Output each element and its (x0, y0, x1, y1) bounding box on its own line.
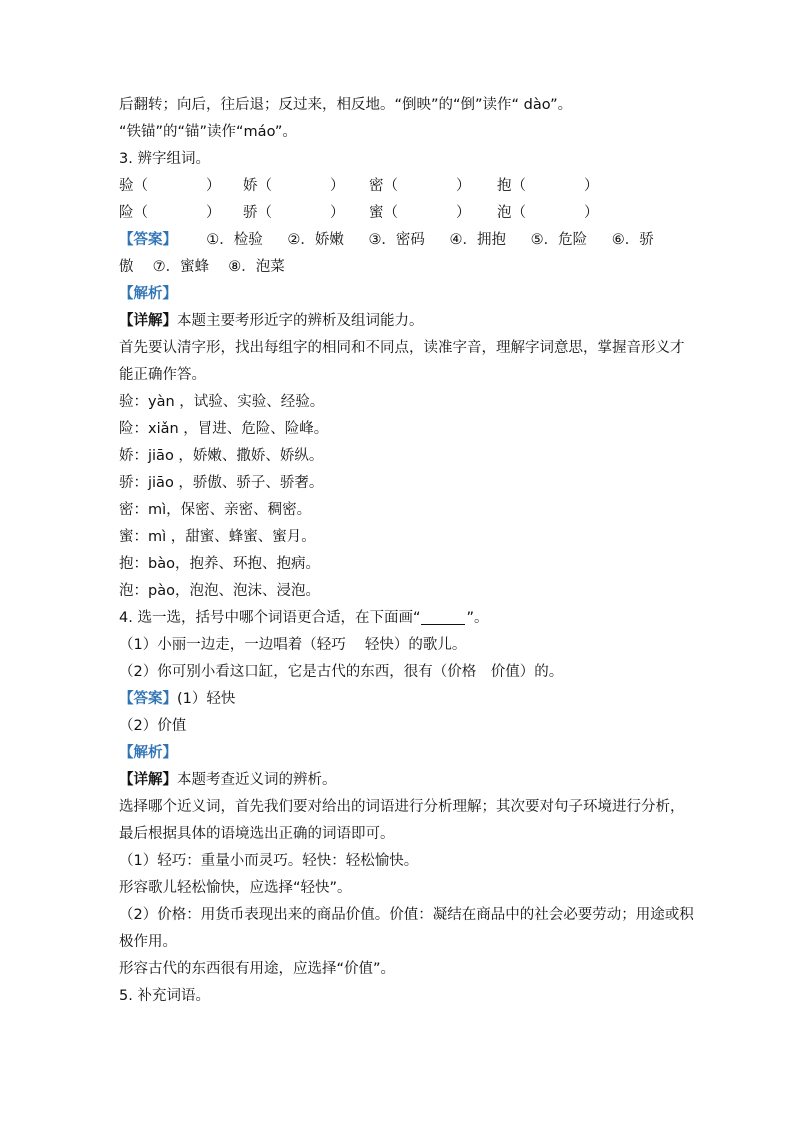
detail-tag: 【详解】 (119, 772, 177, 788)
analysis-heading (119, 281, 679, 308)
word-row-1 (119, 173, 679, 200)
text-line: （2）价格：用货币表现出来的商品价值。价值：凝结在商品中的社会必要劳动；用途或积 (119, 907, 694, 923)
text-line: 形容古代的东西很有用途，应选择“价值”。 (119, 961, 396, 977)
text-line: 首先要认清字形，找出每组字的相同和不同点，读准字音，理解字词意思，掌握音形义才 (119, 340, 685, 356)
answer-continuation: 傲 ⑦．蜜蜂 ⑧．泡菜 (119, 259, 285, 275)
text-line: “铁锚”的“锚”读作“máo”。 (119, 124, 297, 140)
word-cell: 密（ ） (369, 178, 471, 194)
word-cell: 骄（ ） (243, 205, 345, 221)
pinyin-item: 密：mì，保密、亲密、稠密。 (119, 502, 312, 518)
word-cell: 蜜（ ） (369, 205, 471, 221)
detail-line (119, 767, 679, 794)
document-body (119, 92, 694, 1010)
answer-item: ⑥．骄 (611, 232, 654, 248)
text-line: 选择哪个近义词，首先我们要对给出的词语进行分析理解；其次要对句子环境进行分析， (119, 799, 685, 815)
word-cell: 验（ ） (119, 178, 221, 194)
answer-line (119, 227, 679, 254)
text-line: 形容歌儿轻松愉快，应选择“轻快”。 (119, 880, 352, 896)
pinyin-item: 骄：jiāo ，骄傲、骄子、骄奢。 (119, 475, 324, 491)
detail-text: 本题考查近义词的辨析。 (177, 772, 337, 788)
question-3-title: 3. 辨字组词。 (119, 151, 210, 167)
pinyin-item: 泡：pào，泡泡、泡沫、浸泡。 (119, 583, 320, 599)
text-line: 极作用。 (119, 934, 177, 950)
answer-tag: 【答案】 (119, 691, 177, 707)
sentence-1: （1）小丽一边走，一边唱着（轻巧 轻快）的歌儿。 (119, 637, 467, 653)
word-cell: 娇（ ） (243, 178, 345, 194)
question-text: ”。 (466, 610, 489, 626)
analysis-tag: 【解析】 (119, 745, 177, 761)
answer-item: ⑤．危险 (530, 232, 588, 248)
word-cell: 险（ ） (119, 205, 221, 221)
pinyin-item: 娇：jiāo ，娇嫩、撒娇、娇纵。 (119, 448, 324, 464)
answer-tag: 【答案】 (119, 232, 177, 248)
detail-line (119, 308, 679, 335)
answer-item: ②．娇嫩 (287, 232, 344, 248)
answer-item: ④．拥抱 (449, 232, 507, 248)
question-4-title (119, 605, 679, 632)
sentence-2: （2）你可别小看这口缸，它是古代的东西，很有（价格 价值）的。 (119, 664, 564, 680)
text-line: 最后根据具体的语境选出正确的词语即可。 (119, 826, 395, 842)
detail-text: 本题主要考形近字的辨析及组词能力。 (177, 313, 424, 329)
answer-item: ③．密码 (368, 232, 425, 248)
detail-tag: 【详解】 (119, 313, 177, 329)
word-cell: 抱（ ） (497, 178, 599, 194)
underline-blank (421, 609, 465, 625)
question-5-title: 5. 补充词语。 (119, 988, 210, 1004)
text-line: 后翻转；向后，往后退；反过来，相反地。“倒映”的“倒”读作“ dào”。 (119, 97, 573, 113)
pinyin-item: 险：xiǎn ，冒进、危险、险峰。 (119, 421, 329, 437)
pinyin-item: 验：yàn ，试验、实验、经验。 (119, 394, 325, 410)
answer-item: （2）价值 (119, 718, 187, 734)
text-line: （1）轻巧：重量小而灵巧。轻快：轻松愉快。 (119, 853, 419, 869)
answer-item: (1）轻快 (177, 691, 236, 707)
question-text: 4. 选一选，括号中哪个词语更合适，在下面画“ (119, 610, 421, 626)
word-cell: 泡（ ） (497, 205, 599, 221)
answer-item: ①．检验 (206, 232, 263, 248)
pinyin-item: 蜜：mì ，甜蜜、蜂蜜、蜜月。 (119, 529, 316, 545)
analysis-heading (119, 740, 679, 767)
answer-line (119, 686, 679, 713)
text-line: 能正确作答。 (119, 367, 206, 383)
analysis-tag: 【解析】 (119, 286, 177, 302)
pinyin-item: 抱：bào，抱养、环抱、抱病。 (119, 556, 320, 572)
word-row-2 (119, 200, 679, 227)
